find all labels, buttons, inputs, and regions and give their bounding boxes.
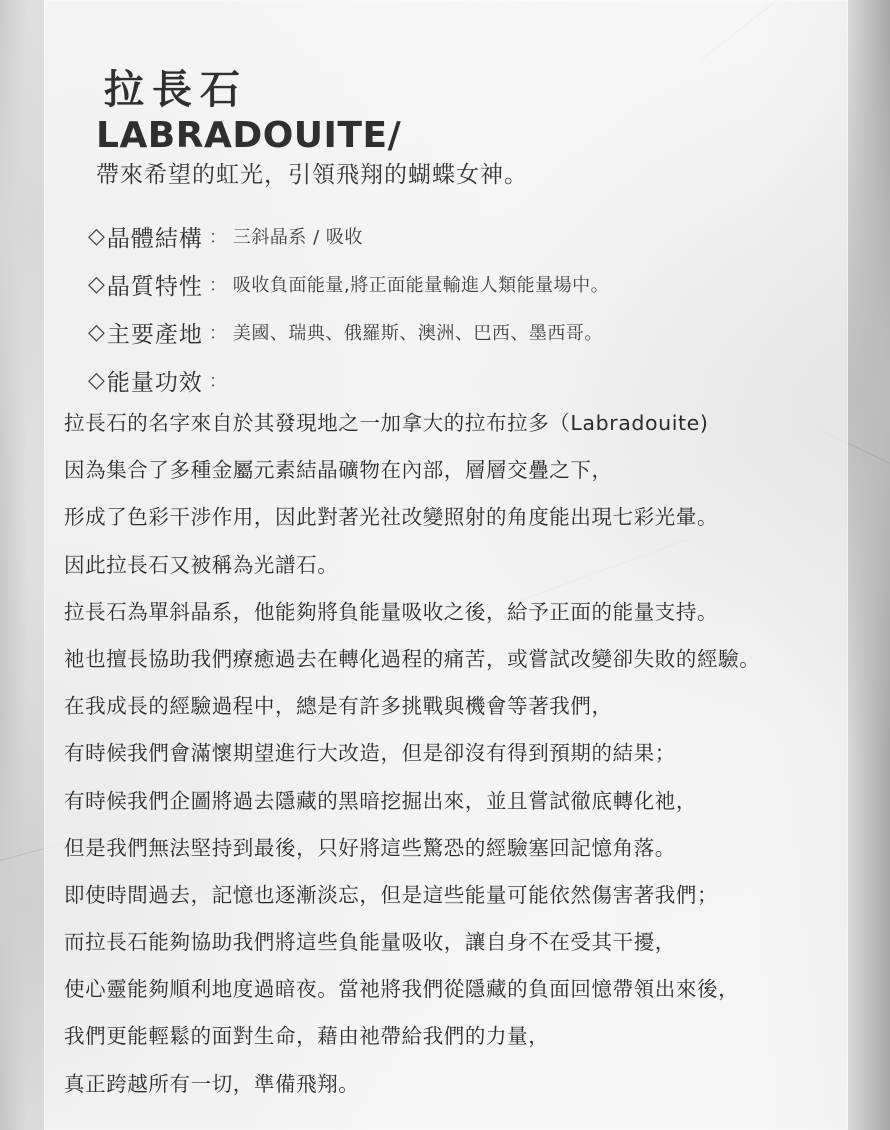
property-item — [88, 308, 609, 356]
description-body — [64, 400, 760, 1108]
property-label: 晶體結構 — [106, 225, 203, 252]
diamond-bullet-icon: ◇ — [88, 223, 105, 249]
property-label: 主要產地 — [106, 321, 203, 348]
property-separator: ： — [208, 227, 227, 248]
description-line: 我們更能輕鬆的面對生命，藉由祂帶給我們的力量， — [64, 1024, 550, 1049]
description-line: 拉長石的名字來自於其發現地之一加拿大的拉布拉多（Labradouite) — [64, 411, 709, 435]
description-line: 因為集合了多種金屬元素結晶礦物在內部，層層交疊之下， — [64, 458, 613, 483]
tagline: 帶來希望的虹光，引領飛翔的蝴蝶女神。 — [96, 162, 528, 188]
description-line: 真正跨越所有一切，準備飛翔。 — [64, 1071, 360, 1096]
property-item — [88, 356, 609, 404]
description-line: 即使時間過去，記憶也逐漸淡忘，但是這些能量可能依然傷害著我們； — [64, 882, 719, 907]
diamond-bullet-icon: ◇ — [88, 319, 105, 345]
property-item — [88, 260, 609, 308]
description-line: 有時候我們會滿懷期望進行大改造，但是卻沒有得到預期的結果； — [64, 741, 676, 766]
property-value: 美國、瑞典、俄羅斯、澳洲、巴西、墨西哥。 — [232, 323, 603, 344]
page-title: 拉長石 — [104, 66, 248, 113]
description-line: 因此拉長石又被稱為光譜石。 — [64, 552, 339, 577]
description-line: 拉長石為單斜晶系，他能夠將負能量吸收之後，給予正面的能量支持。 — [64, 599, 719, 624]
property-value: 吸收負面能量,將正面能量輸進人類能量場中。 — [232, 275, 610, 296]
english-name: LABRADOUITE/ — [96, 115, 402, 156]
property-item — [88, 212, 609, 260]
property-label: 晶質特性 — [106, 273, 203, 300]
description-line: 祂也擅長協助我們療癒過去在轉化過程的痛苦，或嘗試改變卻失敗的經驗。 — [64, 646, 761, 671]
description-line: 而拉長石能夠協助我們將這些負能量吸收，讓自身不在受其干擾， — [64, 930, 676, 955]
diamond-bullet-icon: ◇ — [88, 367, 105, 393]
diamond-bullet-icon: ◇ — [88, 271, 105, 297]
property-separator: ： — [208, 323, 227, 344]
description-line: 但是我們無法堅持到最後，只好將這些驚恐的經驗塞回記憶角落。 — [64, 835, 676, 860]
property-label: 能量功效 — [106, 369, 203, 396]
property-value: 三斜晶系 / 吸收 — [232, 227, 363, 248]
description-line: 使心靈能夠順利地度過暗夜。當祂將我們從隱藏的負面回憶帶領出來後， — [64, 977, 740, 1002]
property-separator: ： — [208, 275, 227, 296]
description-line: 在我成長的經驗過程中，總是有許多挑戰與機會等著我們， — [64, 694, 613, 719]
description-line: 有時候我們企圖將過去隱藏的黑暗挖掘出來，並且嘗試徹底轉化祂， — [64, 788, 697, 813]
property-list — [88, 212, 609, 404]
description-line: 形成了色彩干涉作用，因此對著光社改變照射的角度能出現七彩光暈。 — [64, 505, 719, 530]
property-separator: ： — [208, 371, 227, 392]
